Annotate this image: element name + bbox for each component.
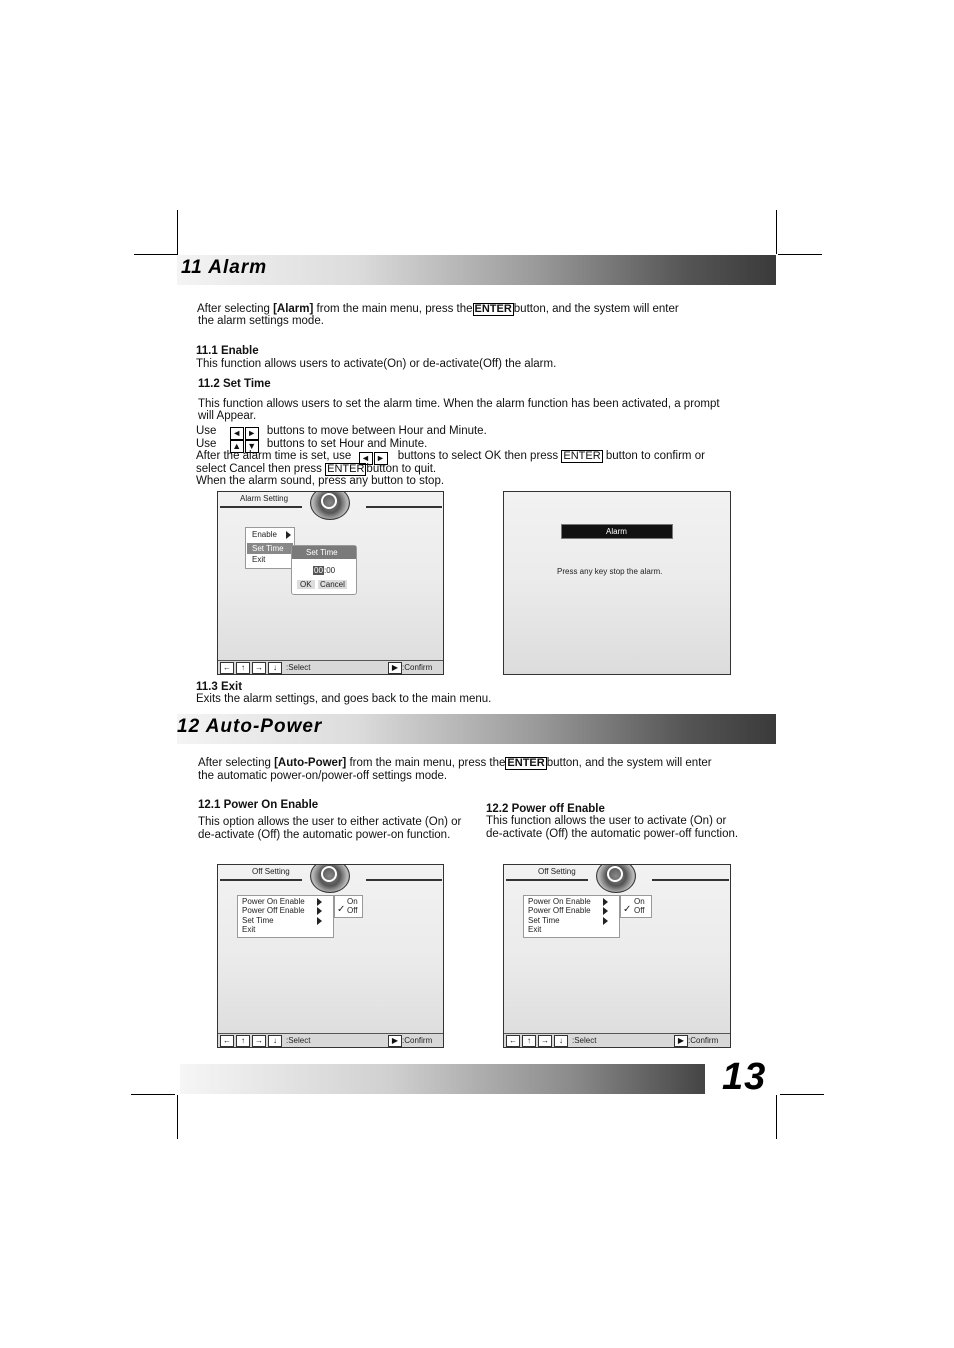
chevron-right-icon — [317, 917, 322, 925]
enter-key: ENTER — [507, 757, 545, 769]
menu-item-exit[interactable]: Exit — [242, 925, 256, 934]
text-11-2-line2: will Appear. — [198, 410, 257, 422]
use-label: Use — [196, 425, 217, 437]
set-time-popup — [291, 545, 357, 595]
chevron-right-icon — [603, 898, 608, 906]
alarm-prompt-title-bar — [561, 524, 673, 539]
section-11-title: 11 Alarm — [181, 257, 268, 278]
page-number: 13 — [722, 1056, 767, 1098]
chevron-right-icon — [286, 531, 291, 539]
menu-item-set-time[interactable]: Set Time — [528, 916, 560, 925]
left-arrow-icon: ◄ — [230, 427, 244, 440]
option-off[interactable]: Off — [347, 906, 358, 915]
enter-icon[interactable]: ▶ — [388, 662, 402, 674]
menu-item-exit[interactable]: Exit — [252, 555, 266, 564]
screen-title: Off Setting — [538, 867, 576, 876]
crop-mark — [776, 210, 777, 254]
section-12-title: 12 Auto-Power — [177, 716, 323, 737]
alarm-menu — [245, 527, 295, 569]
chevron-right-icon — [317, 898, 322, 906]
intro-text: from the main menu, press the — [313, 303, 473, 315]
screen-title: Off Setting — [252, 867, 290, 876]
heading-11-2: 11.2 Set Time — [198, 378, 271, 390]
on-off-submenu — [334, 895, 363, 918]
menu-item-exit[interactable]: Exit — [528, 925, 542, 934]
alarm-setting-screen — [217, 491, 444, 675]
screen-rule — [652, 879, 729, 881]
crop-mark — [134, 254, 178, 255]
alarm-prompt-message: Press any key stop the alarm. — [557, 567, 663, 576]
enter-key: ENTER — [474, 303, 512, 315]
alarm-clock-icon — [310, 491, 350, 520]
check-icon: ✓ — [623, 904, 632, 915]
crop-mark — [776, 1095, 777, 1139]
section-11-header — [177, 255, 776, 285]
off-setting-screen-right — [503, 864, 731, 1048]
ok-button[interactable]: OK — [297, 580, 315, 589]
cancel-button[interactable]: Cancel — [320, 580, 345, 589]
auto-power-intro — [198, 757, 712, 770]
heading-11-3: 11.3 Exit — [196, 681, 243, 693]
off-menu — [523, 895, 620, 938]
check-icon: ✓ — [337, 904, 346, 915]
nav-left-icon[interactable]: ← — [506, 1035, 520, 1047]
when-line: When the alarm sound, press any button to stop. — [196, 475, 445, 487]
up-arrow-icon: ▲ — [230, 440, 244, 453]
select-label: :Select — [572, 1036, 597, 1045]
confirm-label: :Confirm — [402, 663, 433, 672]
chevron-right-icon — [317, 907, 322, 915]
alarm-prompt-screen — [503, 491, 731, 675]
after-text: After the alarm time is set, use — [196, 450, 352, 462]
heading-11-1: 11.1 Enable — [196, 345, 259, 357]
chevron-right-icon — [603, 907, 608, 915]
power-icon — [310, 864, 350, 893]
enter-icon[interactable]: ▶ — [388, 1035, 402, 1047]
section-12-header — [177, 714, 776, 744]
use-text: buttons to set Hour and Minute. — [266, 438, 428, 450]
screen-rule — [220, 879, 302, 881]
intro-bold: [Alarm] — [273, 303, 314, 315]
enter-icon[interactable]: ▶ — [674, 1035, 688, 1047]
use-label: Use — [196, 438, 217, 450]
left-arrow-icon: ◄ — [359, 452, 373, 465]
confirm-label: :Confirm — [688, 1036, 719, 1045]
text-11-2-line1: This function allows users to set the alarm time. When the alarm function has been activated, a prompt — [198, 398, 720, 410]
nav-right-icon[interactable]: → — [538, 1035, 552, 1047]
menu-item-set-time[interactable] — [247, 543, 293, 554]
intro-text: button, and the system will enter — [546, 757, 712, 769]
intro-text: After selecting — [197, 303, 274, 315]
heading-12-1: 12.1 Power On Enable — [198, 799, 319, 811]
on-off-submenu — [620, 895, 652, 918]
text-11-3: Exits the alarm settings, and goes back to the main menu. — [196, 693, 492, 705]
intro-bold: [Auto-Power] — [274, 757, 347, 769]
text-12-2-line1: This function allows the user to activate (On) or — [486, 815, 727, 827]
down-arrow-icon: ▼ — [245, 440, 259, 453]
menu-item-enable[interactable]: Enable — [252, 530, 277, 539]
menu-item-power-off-enable[interactable]: Power Off Enable — [528, 906, 591, 915]
nav-right-icon[interactable]: → — [252, 662, 266, 674]
nav-up-icon[interactable]: ↑ — [236, 662, 250, 674]
popup-title-label: Set Time — [306, 548, 338, 557]
crop-mark — [778, 254, 822, 255]
crop-mark — [780, 1094, 824, 1095]
alarm-prompt-title: Alarm — [606, 527, 627, 536]
off-setting-screen-left — [217, 864, 444, 1048]
nav-left-icon[interactable]: ← — [220, 1035, 234, 1047]
hour-field[interactable]: 00 — [314, 566, 323, 575]
option-on[interactable]: On — [347, 897, 358, 906]
text-12-2-line2: de-activate (Off) the automatic power-off function. — [486, 828, 739, 840]
enter-key: ENTER — [563, 450, 601, 462]
text-11-1: This function allows users to activate(On) or de-activate(Off) the alarm. — [196, 358, 557, 370]
right-arrow-icon: ► — [245, 427, 259, 440]
select-text: button to quit. — [366, 463, 437, 475]
menu-item-set-time[interactable]: Set Time — [242, 916, 274, 925]
option-off[interactable]: Off — [634, 906, 645, 915]
chevron-right-icon — [603, 917, 608, 925]
menu-item-power-on-enable[interactable]: Power On Enable — [242, 897, 305, 906]
nav-up-icon[interactable]: ↑ — [236, 1035, 250, 1047]
crop-mark — [177, 210, 178, 254]
auto-power-intro-line2: the automatic power-on/power-off settings mode. — [198, 770, 448, 782]
use-text: buttons to move between Hour and Minute. — [266, 425, 487, 437]
nav-down-icon[interactable]: ↓ — [268, 662, 282, 674]
text-12-1-line2: de-activate (Off) the automatic power-on function. — [198, 829, 451, 841]
nav-down-icon[interactable]: ↓ — [268, 1035, 282, 1047]
menu-item-power-off-enable[interactable]: Power Off Enable — [242, 906, 305, 915]
alarm-intro-line2: the alarm settings mode. — [198, 315, 324, 327]
select-label: :Select — [286, 663, 311, 672]
screen-rule — [220, 506, 302, 508]
minute-field[interactable]: :00 — [324, 566, 336, 575]
option-on[interactable]: On — [634, 897, 645, 906]
after-text: button to confirm or — [605, 450, 705, 462]
text-12-1-line1: This option allows the user to either activate (On) or — [198, 816, 462, 828]
menu-item-label: Set Time — [252, 544, 284, 553]
intro-text: After selecting — [198, 757, 275, 769]
enter-key: ENTER — [327, 463, 365, 475]
select-label: :Select — [286, 1036, 311, 1045]
screen-title: Alarm Setting — [240, 494, 289, 503]
right-arrow-icon: ► — [374, 452, 388, 465]
screen-rule — [366, 879, 442, 881]
power-icon — [596, 864, 636, 893]
crop-mark — [177, 1095, 178, 1139]
confirm-label: :Confirm — [402, 1036, 433, 1045]
footer-band — [180, 1064, 705, 1094]
nav-right-icon[interactable]: → — [252, 1035, 266, 1047]
nav-down-icon[interactable]: ↓ — [554, 1035, 568, 1047]
menu-item-power-on-enable[interactable]: Power On Enable — [528, 897, 591, 906]
off-menu — [237, 895, 334, 938]
crop-mark — [131, 1094, 175, 1095]
intro-text: button, and the system will enter — [513, 303, 679, 315]
select-text: select Cancel then press — [196, 463, 322, 475]
after-text: buttons to select OK then press — [397, 450, 559, 462]
nav-up-icon[interactable]: ↑ — [522, 1035, 536, 1047]
intro-text: from the main menu, press the — [346, 757, 506, 769]
nav-left-icon[interactable]: ← — [220, 662, 234, 674]
screen-rule — [366, 506, 442, 508]
screen-bottom-bar — [218, 1033, 443, 1047]
heading-12-2: 12.2 Power off Enable — [486, 803, 605, 815]
screen-rule — [506, 879, 588, 881]
screen-bottom-bar — [218, 660, 443, 674]
screen-bottom-bar — [504, 1033, 730, 1047]
